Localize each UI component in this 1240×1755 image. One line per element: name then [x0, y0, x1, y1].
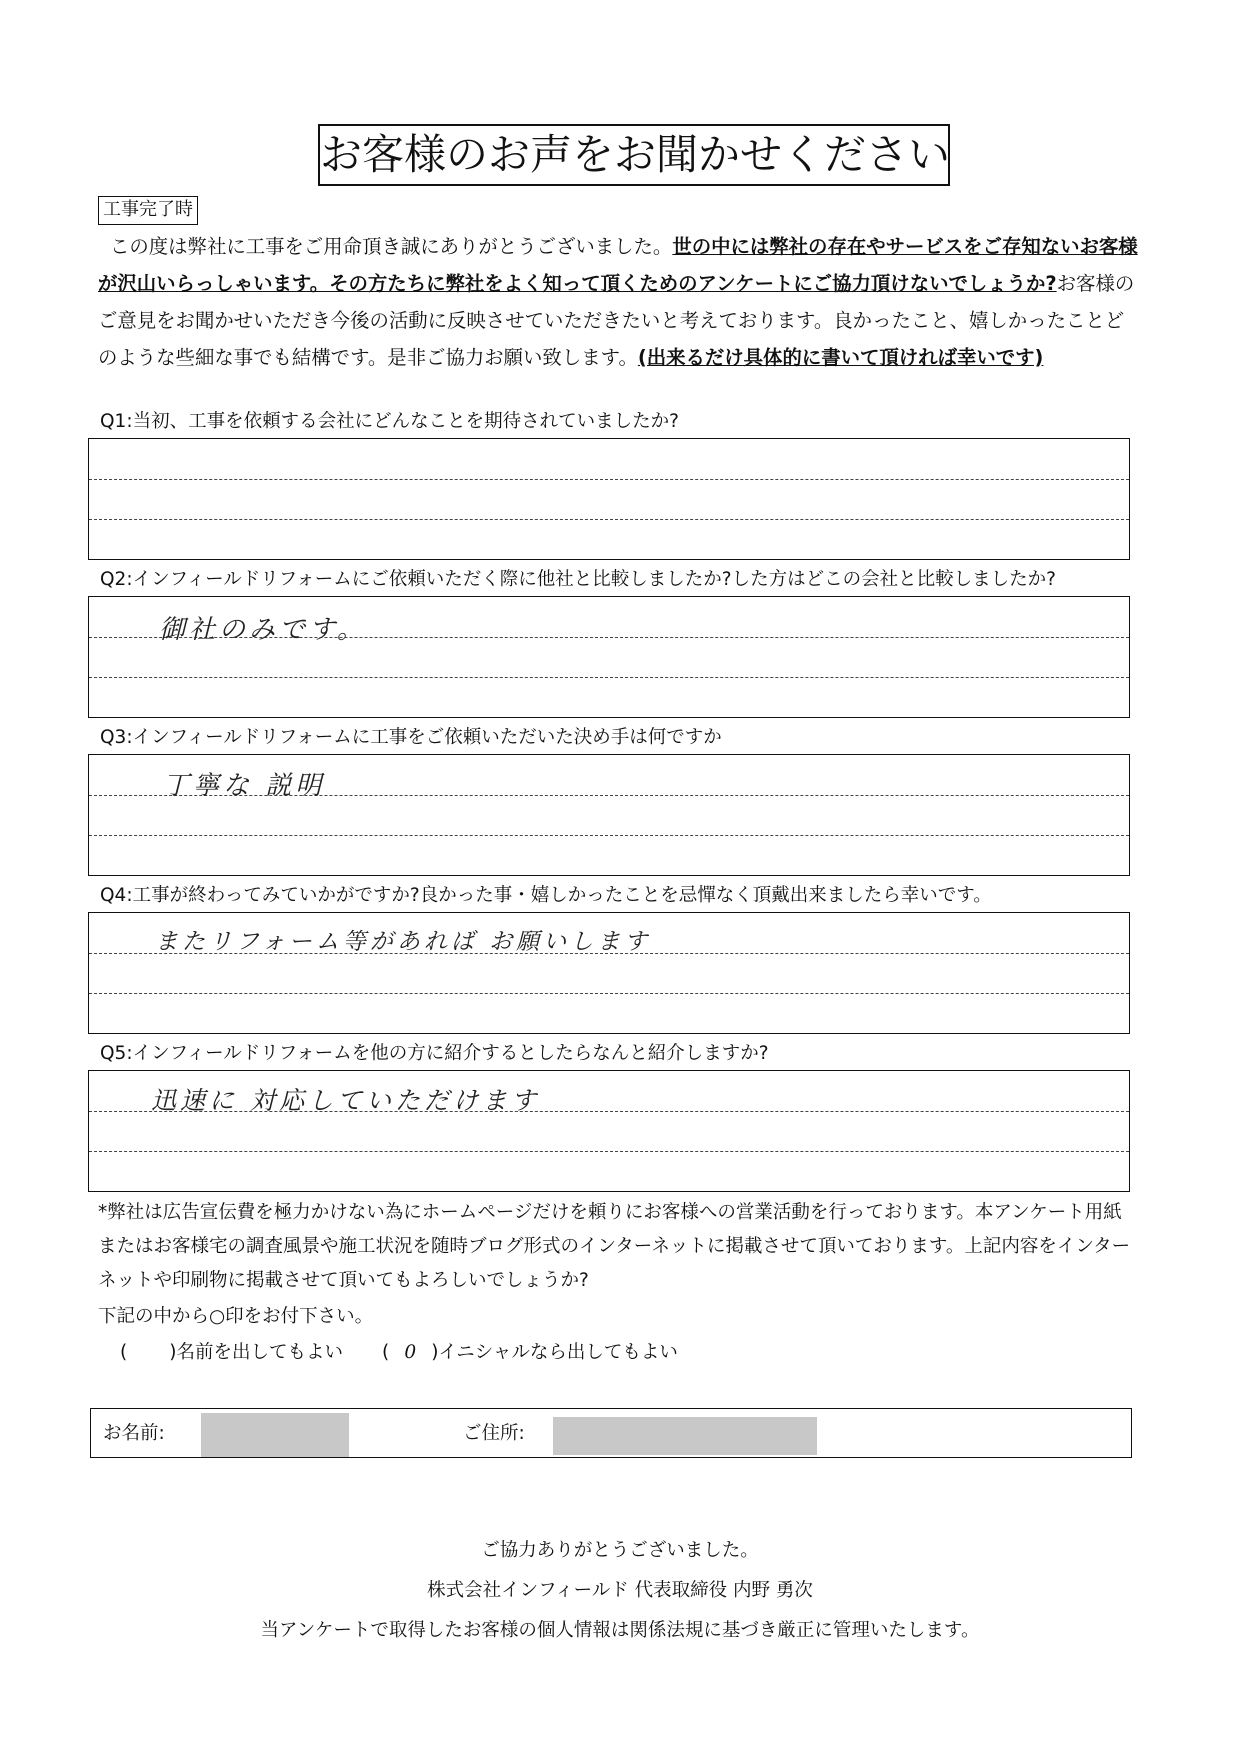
- answer-box-1[interactable]: [88, 438, 1130, 560]
- name-label: お名前:: [103, 1423, 165, 1444]
- name-field-redacted[interactable]: [201, 1413, 349, 1457]
- publication-notice: *弊社は広告宣伝費を極力かけない為にホームページだけを頼りにお客様への営業活動を行っております。本アンケート用紙またはお客様宅の調査風景や施工状況を随時ブログ形式のインターネットに掲載させて頂いております。上記内容をインターネットや印刷物に掲載させて頂いてもよろしいでしょうか?: [98, 1202, 1131, 1291]
- intro-part-1: この度は弊社に工事をご用命頂き誠にありがとうございました。: [110, 235, 673, 258]
- answer-box-3[interactable]: [88, 754, 1130, 876]
- intro-part-3: お客様のご意見をお聞かせいただき今後の活動に反映させていただきたいと考えております。良かったこと、嬉しかったことどのような些細な事でも結構です。是非ご協力お願い致します。: [98, 272, 1135, 369]
- question-2-label: Q2:インフィールドリフォームにご依頼いただく際に他社と比較しましたか?した方はどこの会社と比較しましたか?: [100, 569, 1056, 590]
- option-1-close-paren: ): [169, 1342, 177, 1363]
- answer-2-text: 御社のみです。: [159, 615, 367, 645]
- question-1-label: Q1:当初、工事を依頼する会社にどんなことを期待されていましたか?: [100, 411, 679, 432]
- footer-thanks: ご協力ありがとうございました。: [481, 1540, 759, 1561]
- answer-5-text: 迅速に 対応していただけます: [151, 1086, 540, 1115]
- question-4-label: Q4:工事が終わってみていかがですか?良かった事・嬉しかったことを忌憚なく頂戴出来ましたら幸いです。: [100, 885, 992, 906]
- instruction-text: 下記の中から○印をお付下さい。: [98, 1306, 374, 1327]
- address-field-redacted[interactable]: [553, 1417, 817, 1455]
- intro-text: [98, 228, 1140, 376]
- answer-4-text: またリフォーム等があれば お願いします: [155, 929, 652, 955]
- option-initials-ok[interactable]: [382, 1340, 678, 1366]
- option-1-label: 名前を出してもよい: [176, 1342, 343, 1363]
- timing-tag: 工事完了時: [98, 196, 198, 225]
- answer-box-5[interactable]: [88, 1070, 1130, 1192]
- option-2-close-paren: ): [431, 1342, 439, 1363]
- question-3-label: Q3:インフィールドリフォームに工事をご依頼いただいた決め手は何ですか: [100, 727, 722, 748]
- answer-3-text: 丁寧な 説明: [163, 771, 326, 801]
- contact-fields-box: [90, 1408, 1132, 1458]
- option-2-mark: 0: [404, 1342, 417, 1363]
- option-2-label: イニシャルなら出してもよい: [438, 1342, 678, 1363]
- footer-company: 株式会社インフィールド 代表取締役 内野 勇次: [427, 1580, 813, 1601]
- survey-title: お客様のお声をお聞かせください: [318, 124, 950, 186]
- option-name-ok[interactable]: [120, 1340, 343, 1366]
- answer-box-4[interactable]: [88, 912, 1130, 1034]
- option-1-open-paren: (: [120, 1342, 128, 1363]
- footer-privacy: 当アンケートで取得したお客様の個人情報は関係法規に基づき厳正に管理いたします。: [260, 1620, 980, 1641]
- option-2-open-paren: (: [382, 1342, 390, 1363]
- intro-part-4: (出来るだけ具体的に書いて頂ければ幸いです): [637, 346, 1044, 369]
- address-label: ご住所:: [463, 1423, 525, 1444]
- answer-box-2[interactable]: [88, 596, 1130, 718]
- question-5-label: Q5:インフィールドリフォームを他の方に紹介するとしたらなんと紹介しますか?: [100, 1043, 769, 1064]
- intro-part-2: 世の中には弊社の存在やサービスをご存知ないお客様が沢山いらっしゃいます。その方たちに弊社をよく知って頂くためのアンケートにご協力頂けないでしょうか?: [98, 235, 1138, 295]
